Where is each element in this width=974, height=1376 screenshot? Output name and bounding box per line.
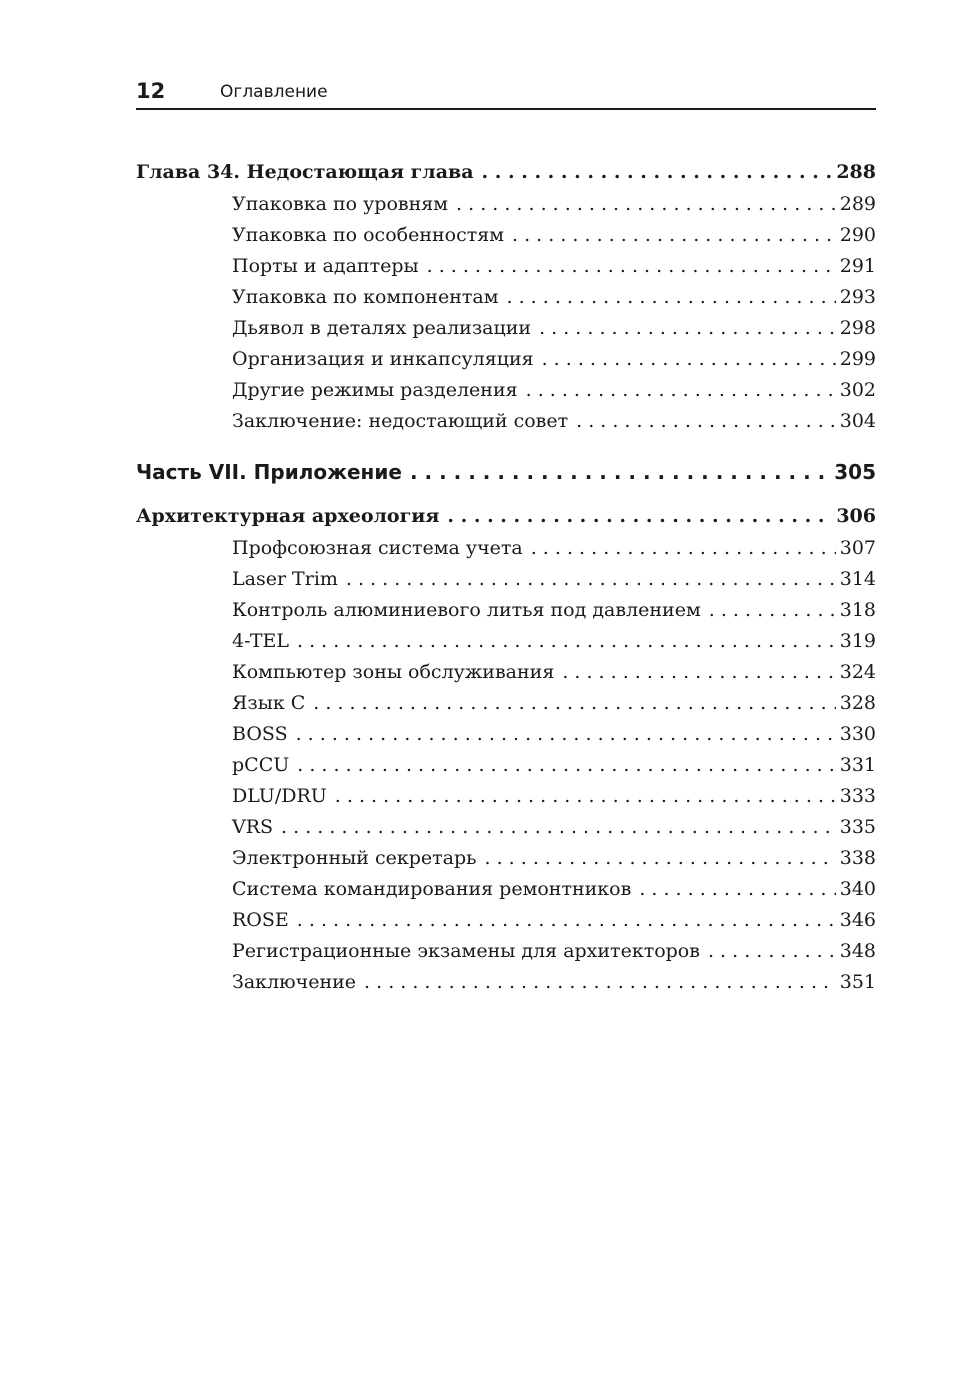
toc-entry-page: 307 <box>839 537 876 559</box>
toc-entry-title: VRS <box>232 816 274 838</box>
toc-entry-title: Глава 34. Недостающая глава <box>136 161 474 183</box>
toc-entry-section[interactable] <box>136 406 876 437</box>
toc-entry-page: 298 <box>839 317 876 339</box>
toc-entry-page: 318 <box>839 599 876 621</box>
dot-leader <box>482 155 833 189</box>
dot-leader <box>335 781 836 812</box>
toc-entry-title: ROSE <box>232 909 289 931</box>
toc-entry-title: Система командирования ремонтников <box>232 878 632 900</box>
toc-entry-page: 331 <box>839 754 876 776</box>
running-title: Оглавление <box>220 82 328 102</box>
toc-entry-section[interactable] <box>136 874 876 905</box>
toc-entry-page: 335 <box>839 816 876 838</box>
toc-entry-section[interactable] <box>136 936 876 967</box>
dot-leader <box>709 595 836 626</box>
page-number: 12 <box>136 79 166 103</box>
toc-entry-title: Часть VII. Приложение <box>136 460 402 484</box>
dot-leader <box>507 282 836 313</box>
toc-entry-page: 324 <box>839 661 876 683</box>
toc-entry-page: 314 <box>839 568 876 590</box>
toc-entry-title: Порты и адаптеры <box>232 255 419 277</box>
toc-entry-title: Профсоюзная система учета <box>232 537 523 559</box>
dot-leader <box>296 719 836 750</box>
toc-entry-part[interactable] <box>136 455 876 489</box>
toc-entry-page: 330 <box>839 723 876 745</box>
toc-entry-section[interactable] <box>136 967 876 998</box>
toc-entry-section[interactable] <box>136 595 876 626</box>
toc-entry-title: Другие режимы разделения <box>232 379 518 401</box>
toc-entry-section[interactable] <box>136 375 876 406</box>
page-header <box>136 78 876 110</box>
dot-leader <box>427 251 836 282</box>
toc-entry-section[interactable] <box>136 533 876 564</box>
toc-entry-page: 290 <box>839 224 876 246</box>
table-of-contents <box>136 155 876 998</box>
toc-entry-page: 338 <box>839 847 876 869</box>
toc-entry-title: Язык C <box>232 692 306 714</box>
toc-entry-title: Компьютер зоны обслуживания <box>232 661 555 683</box>
toc-entry-title: 4-TEL <box>232 630 289 652</box>
toc-entry-page: 328 <box>839 692 876 714</box>
toc-entry-section[interactable] <box>136 626 876 657</box>
dot-leader <box>526 375 836 406</box>
toc-entry-title: Регистрационные экзамены для архитекторов <box>232 940 700 962</box>
toc-entry-title: Упаковка по уровням <box>232 193 449 215</box>
toc-entry-title: Архитектурная археология <box>136 505 440 527</box>
dot-leader <box>456 189 836 220</box>
toc-entry-title: Дьявол в деталях реализации <box>232 317 532 339</box>
toc-entry-title: pCCU <box>232 754 290 776</box>
toc-entry-title: Упаковка по особенностям <box>232 224 505 246</box>
toc-entry-title: Электронный секретарь <box>232 847 477 869</box>
toc-entry-page: 306 <box>836 505 876 527</box>
dot-leader <box>410 455 830 489</box>
dot-leader <box>512 220 836 251</box>
toc-entry-section[interactable] <box>136 251 876 282</box>
toc-entry-title: Контроль алюминиевого литья под давлением <box>232 599 701 621</box>
toc-entry-section[interactable] <box>136 843 876 874</box>
toc-entry-section[interactable] <box>136 282 876 313</box>
toc-entry-section[interactable] <box>136 189 876 220</box>
dot-leader <box>542 344 836 375</box>
toc-entry-section[interactable] <box>136 750 876 781</box>
dot-leader <box>346 564 836 595</box>
toc-entry-page: 351 <box>839 971 876 993</box>
dot-leader <box>708 936 836 967</box>
toc-entry-page: 340 <box>839 878 876 900</box>
dot-leader <box>562 657 835 688</box>
dot-leader <box>364 967 836 998</box>
toc-entry-page: 305 <box>834 460 876 484</box>
dot-leader <box>313 688 835 719</box>
toc-entry-page: 289 <box>839 193 876 215</box>
toc-entry-page: 302 <box>839 379 876 401</box>
toc-entry-section[interactable] <box>136 564 876 595</box>
toc-entry-title: Заключение: недостающий совет <box>232 410 569 432</box>
toc-entry-page: 299 <box>839 348 876 370</box>
toc-entry-title: Laser Trim <box>232 568 338 590</box>
toc-entry-title: BOSS <box>232 723 288 745</box>
dot-leader <box>281 812 836 843</box>
dot-leader <box>297 750 835 781</box>
toc-entry-section[interactable] <box>136 719 876 750</box>
dot-leader <box>297 905 836 936</box>
toc-entry-page: 319 <box>839 630 876 652</box>
dot-leader <box>531 533 836 564</box>
dot-leader <box>297 626 836 657</box>
toc-entry-title: Упаковка по компонентам <box>232 286 499 308</box>
toc-entry-section[interactable] <box>136 344 876 375</box>
toc-entry-section[interactable] <box>136 313 876 344</box>
toc-entry-page: 291 <box>839 255 876 277</box>
toc-entry-section[interactable] <box>136 781 876 812</box>
toc-entry-section[interactable] <box>136 220 876 251</box>
toc-entry-chapter[interactable] <box>136 499 876 533</box>
dot-leader <box>485 843 836 874</box>
dot-leader <box>639 874 835 905</box>
toc-entry-title: Организация и инкапсуляция <box>232 348 534 370</box>
toc-entry-page: 346 <box>839 909 876 931</box>
dot-leader <box>539 313 836 344</box>
toc-entry-section[interactable] <box>136 657 876 688</box>
toc-entry-page: 304 <box>839 410 876 432</box>
toc-entry-chapter[interactable] <box>136 155 876 189</box>
toc-entry-page: 293 <box>839 286 876 308</box>
dot-leader <box>447 499 832 533</box>
toc-entry-page: 333 <box>839 785 876 807</box>
toc-entry-title: DLU/DRU <box>232 785 327 807</box>
toc-entry-section[interactable] <box>136 905 876 936</box>
toc-entry-page: 348 <box>839 940 876 962</box>
toc-entry-section[interactable] <box>136 812 876 843</box>
toc-entry-section[interactable] <box>136 688 876 719</box>
toc-entry-page: 288 <box>836 161 876 183</box>
dot-leader <box>576 406 836 437</box>
toc-entry-title: Заключение <box>232 971 357 993</box>
